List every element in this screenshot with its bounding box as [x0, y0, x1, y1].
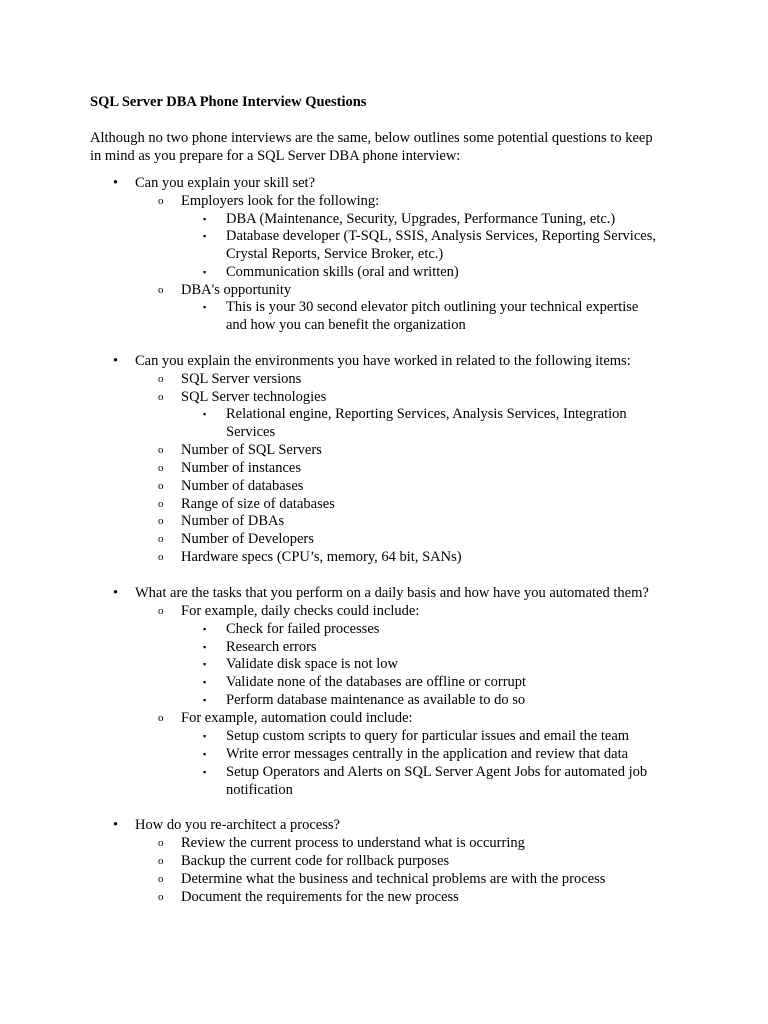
bullet-level3-icon: ▪: [203, 214, 207, 224]
bullet-level3-icon: ▪: [203, 749, 207, 759]
list-item-level2: DBA's opportunity: [181, 282, 292, 298]
list-item-level2: SQL Server versions: [181, 371, 302, 387]
bullet-level2-icon: o: [158, 837, 164, 849]
bullet-level3-icon: ▪: [203, 695, 207, 705]
list-item-level2: Number of SQL Servers: [181, 442, 322, 458]
bullet-level2-icon: o: [158, 195, 164, 207]
list-item-level1: Can you explain the environments you have worked in related to the following items:: [135, 353, 631, 369]
bullet-level2-icon: o: [158, 873, 164, 885]
list-item-level2: Document the requirements for the new process: [181, 889, 459, 905]
bullet-level1-icon: •: [113, 175, 119, 191]
list-item-level2: Number of instances: [181, 460, 301, 476]
list-item-level3: and how you can benefit the organization: [226, 317, 466, 333]
bullet-level2-icon: o: [158, 605, 164, 617]
bullet-level2-icon: o: [158, 712, 164, 724]
bullet-level1-icon: •: [113, 353, 119, 369]
list-item-level3: Write error messages centrally in the application and review that data: [226, 746, 629, 762]
list-item-level3: Crystal Reports, Service Broker, etc.): [226, 246, 444, 262]
bullet-level2-icon: o: [158, 373, 164, 385]
list-item-level1: Can you explain your skill set?: [135, 175, 316, 191]
bullet-level2-icon: o: [158, 391, 164, 403]
list-item-level2: Backup the current code for rollback purposes: [181, 853, 450, 869]
list-item-level3: Communication skills (oral and written): [226, 264, 459, 280]
list-item-level3: Research errors: [226, 639, 317, 655]
list-item-level2: Number of databases: [181, 478, 304, 494]
list-item-level2: Hardware specs (CPU’s, memory, 64 bit, SANs): [181, 549, 462, 565]
bullet-level2-icon: o: [158, 498, 164, 510]
list-item-level3: notification: [226, 782, 293, 798]
bullet-level1-icon: •: [113, 585, 119, 601]
list-item-level2: Determine what the business and technical problems are with the process: [181, 871, 606, 887]
bullet-level3-icon: ▪: [203, 267, 207, 277]
list-item-level1: How do you re-architect a process?: [135, 817, 340, 833]
list-item-level3: Check for failed processes: [226, 621, 380, 637]
list-item-level2: Number of DBAs: [181, 513, 285, 529]
intro-paragraph: [90, 129, 710, 165]
bullet-level1-icon: •: [113, 817, 119, 833]
bullet-level3-icon: ▪: [203, 624, 207, 634]
list-item-level3: This is your 30 second elevator pitch outlining your technical expertise: [226, 299, 639, 315]
bullet-level3-icon: ▪: [203, 642, 207, 652]
bullet-level2-icon: o: [158, 462, 164, 474]
bullet-level2-icon: o: [158, 480, 164, 492]
list-item-level3: Setup Operators and Alerts on SQL Server Agent Jobs for automated job: [226, 764, 648, 780]
bullet-level3-icon: ▪: [203, 409, 207, 419]
bullet-level2-icon: o: [158, 855, 164, 867]
bullet-level3-icon: ▪: [203, 677, 207, 687]
intro-line: in mind as you prepare for a SQL Server DBA phone interview:: [90, 148, 461, 164]
document-title: SQL Server DBA Phone Interview Questions: [90, 94, 367, 110]
list-item-level3: Validate disk space is not low: [226, 656, 398, 672]
bullet-level2-icon: o: [158, 444, 164, 456]
bullet-level3-icon: ▪: [203, 659, 207, 669]
intro-line: Although no two phone interviews are the same, below outlines some potential questions to keep: [90, 130, 653, 146]
bullet-level3-icon: ▪: [203, 302, 207, 312]
bullet-level3-icon: ▪: [203, 767, 207, 777]
list-item-level2: For example, automation could include:: [181, 710, 413, 726]
list-item-level3: Database developer (T-SQL, SSIS, Analysis Services, Reporting Services,: [226, 228, 656, 244]
list-item-level2: Number of Developers: [181, 531, 314, 547]
list-item-level2: SQL Server technologies: [181, 389, 327, 405]
list-item-level1: What are the tasks that you perform on a daily basis and how have you automated them?: [135, 585, 649, 601]
bullet-level2-icon: o: [158, 891, 164, 903]
list-item-level3: Setup custom scripts to query for particular issues and email the team: [226, 728, 630, 744]
list-item-level2: Employers look for the following:: [181, 193, 380, 209]
bullet-level3-icon: ▪: [203, 731, 207, 741]
list-item-level3: Services: [226, 424, 276, 440]
bullet-level2-icon: o: [158, 284, 164, 296]
bullet-level3-icon: ▪: [203, 231, 207, 241]
bullet-level2-icon: o: [158, 515, 164, 527]
list-item-level2: Range of size of databases: [181, 496, 335, 512]
bullet-level2-icon: o: [158, 533, 164, 545]
list-item-level3: DBA (Maintenance, Security, Upgrades, Performance Tuning, etc.): [226, 211, 616, 227]
list-item-level3: Perform database maintenance as available to do so: [226, 692, 526, 708]
list-item-level3: Validate none of the databases are offline or corrupt: [226, 674, 527, 690]
list-item-level2: Review the current process to understand what is occurring: [181, 835, 525, 851]
bullet-level2-icon: o: [158, 551, 164, 563]
list-item-level3: Relational engine, Reporting Services, Analysis Services, Integration: [226, 406, 627, 422]
list-item-level2: For example, daily checks could include:: [181, 603, 420, 619]
